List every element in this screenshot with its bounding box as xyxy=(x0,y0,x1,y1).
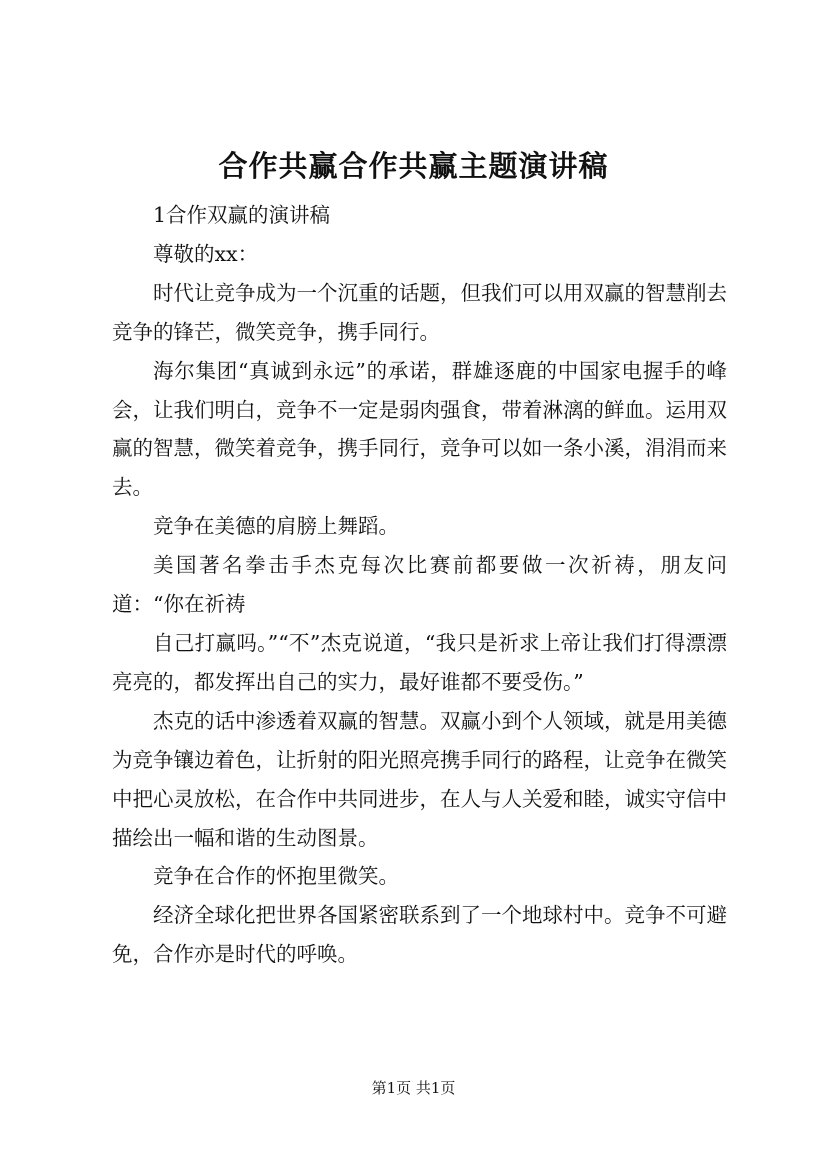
document-title: 合作共赢合作共赢主题演讲稿 xyxy=(218,149,609,183)
document-body xyxy=(112,196,727,974)
paragraph: 美国著名拳击手杰克每次比赛前都要做一次祈祷，朋友问道：“你在祈祷 xyxy=(112,553,727,617)
paragraph: 竞争在美德的肩膀上舞蹈。 xyxy=(153,514,399,539)
paragraph: 杰克的话中渗透着双赢的智慧。双赢小到个人领域，就是用美德为竞争镶边着色，让折射的阳光照亮携手同行的路程，让竞争在微笑中把心灵放松，在合作中共同进步，在人与人关爱和睦，诚实守信中描绘出一幅和谐的生动图景。 xyxy=(112,708,727,850)
page-number-footer: 第1页 共1页 xyxy=(371,1079,456,1097)
paragraph: 竞争在合作的怀抱里微笑。 xyxy=(153,864,399,889)
paragraph: 海尔集团“真诚到永远”的承诺，群雄逐鹿的中国家电握手的峰会，让我们明白，竞争不一定是弱肉强食，带着淋漓的鲜血。运用双赢的智慧，微笑着竞争，携手同行，竞争可以如一条小溪，涓涓而来去。 xyxy=(112,358,727,500)
paragraph: 经济全球化把世界各国紧密联系到了一个地球村中。竞争不可避免，合作亦是时代的呼唤。 xyxy=(112,903,727,967)
paragraph: 1合作双赢的演讲稿 xyxy=(153,203,331,227)
paragraph: 时代让竞争成为一个沉重的话题，但我们可以用双赢的智慧削去竞争的锋芒，微笑竞争，携手同行。 xyxy=(112,280,727,344)
paragraph: 尊敬的xx： xyxy=(153,241,259,266)
paragraph: 自己打赢吗。”“不”杰克说道，“我只是祈求上帝让我们打得漂漂亮亮的，都发挥出自己的实力，最好谁都不要受伤。” xyxy=(112,630,727,694)
